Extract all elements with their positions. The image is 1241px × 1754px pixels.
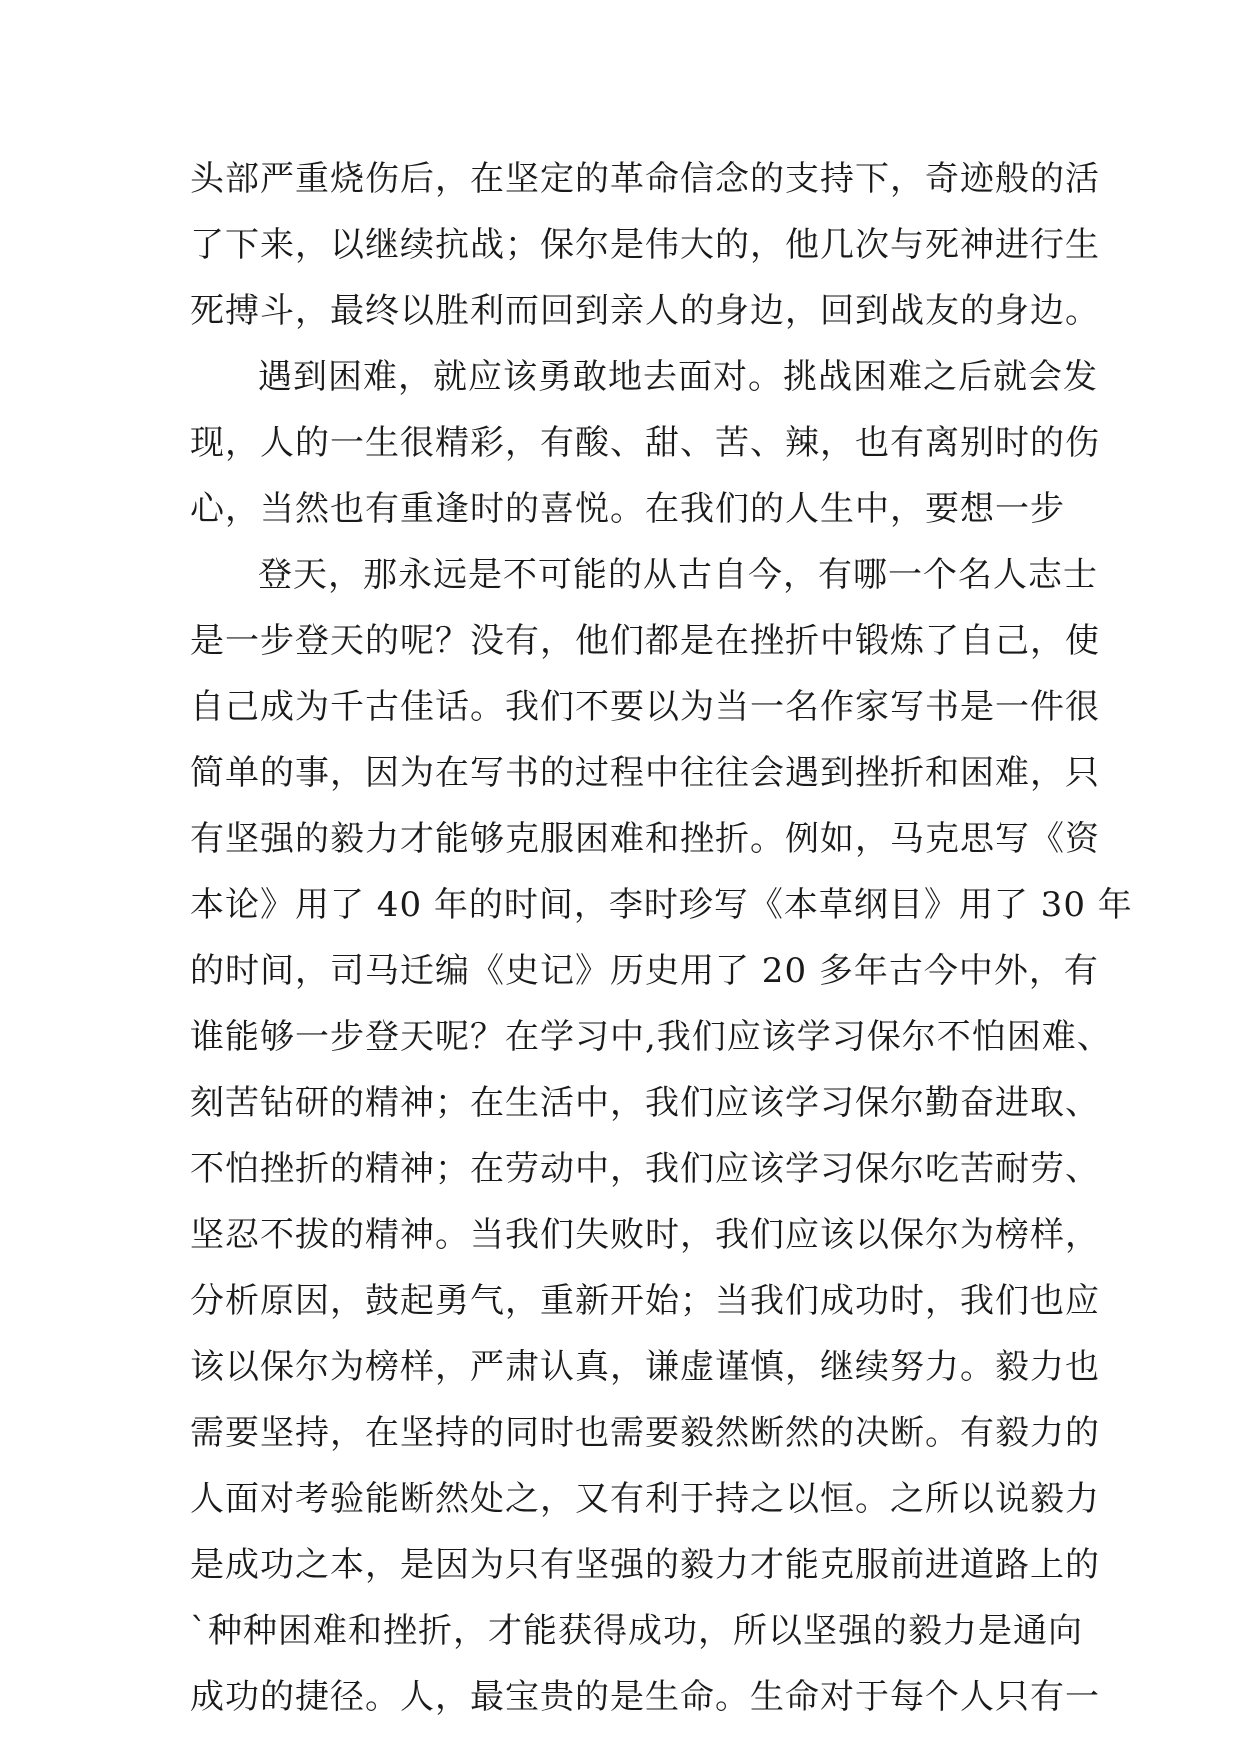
text-line-22: 是成功之本，是因为只有坚强的毅力才能克服前进道路上的 (190, 1545, 1100, 1585)
text-line-11: 有坚强的毅力才能够克服困难和挫折。例如，马克思写《资 (190, 819, 1100, 859)
text-line-12: 本论》用了 40 年的时间，李时珍写《本草纲目》用了 30 年 (190, 885, 1133, 925)
text-line-20: 需要坚持，在坚持的同时也需要毅然断然的决断。有毅力的 (190, 1413, 1100, 1453)
text-line-15: 刻苦钻研的精神；在生活中，我们应该学习保尔勤奋进取、 (190, 1083, 1100, 1123)
text-line-3: 死搏斗，最终以胜利而回到亲人的身边，回到战友的身边。 (190, 291, 1100, 331)
text-line-10: 简单的事，因为在写书的过程中往往会遇到挫折和困难，只 (190, 753, 1100, 793)
text-line-13: 的时间，司马迁编《史记》历史用了 20 多年古今中外，有 (190, 951, 1099, 991)
text-line-14: 谁能够一步登天呢？在学习中,我们应该学习保尔不怕困难、 (190, 1017, 1112, 1057)
text-line-2: 了下来，以继续抗战；保尔是伟大的，他几次与死神进行生 (190, 225, 1100, 265)
text-line-21: 人面对考验能断然处之，又有利于持之以恒。之所以说毅力 (190, 1479, 1100, 1519)
text-line-24: 成功的捷径。人，最宝贵的是生命。生命对于每个人只有一 (190, 1677, 1100, 1717)
text-line-1: 头部严重烧伤后，在坚定的革命信念的支持下，奇迹般的活 (190, 159, 1100, 199)
text-line-19: 该以保尔为榜样，严肃认真，谦虚谨慎，继续努力。毅力也 (190, 1347, 1100, 1387)
text-line-9: 自己成为千古佳话。我们不要以为当一名作家写书是一件很 (190, 687, 1100, 727)
text-line-17: 坚忍不拔的精神。当我们失败时，我们应该以保尔为榜样， (190, 1215, 1100, 1255)
text-line-8: 是一步登天的呢？没有，他们都是在挫折中锻炼了自己，使 (190, 621, 1100, 661)
text-line-16: 不怕挫折的精神；在劳动中，我们应该学习保尔吃苦耐劳、 (190, 1149, 1100, 1189)
text-line-7: 登天，那永远是不可能的从古自今，有哪一个名人志士 (258, 555, 1098, 595)
text-line-23: `种种困难和挫折，才能获得成功，所以坚强的毅力是通向 (190, 1611, 1083, 1651)
text-line-4: 遇到困难，就应该勇敢地去面对。挑战困难之后就会发 (258, 357, 1098, 397)
text-line-6: 心，当然也有重逢时的喜悦。在我们的人生中，要想一步 (190, 489, 1065, 529)
text-line-5: 现，人的一生很精彩，有酸、甜、苦、辣，也有离别时的伤 (190, 423, 1100, 463)
text-line-18: 分析原因，鼓起勇气，重新开始；当我们成功时，我们也应 (190, 1281, 1100, 1321)
body-text (190, 146, 1133, 1730)
